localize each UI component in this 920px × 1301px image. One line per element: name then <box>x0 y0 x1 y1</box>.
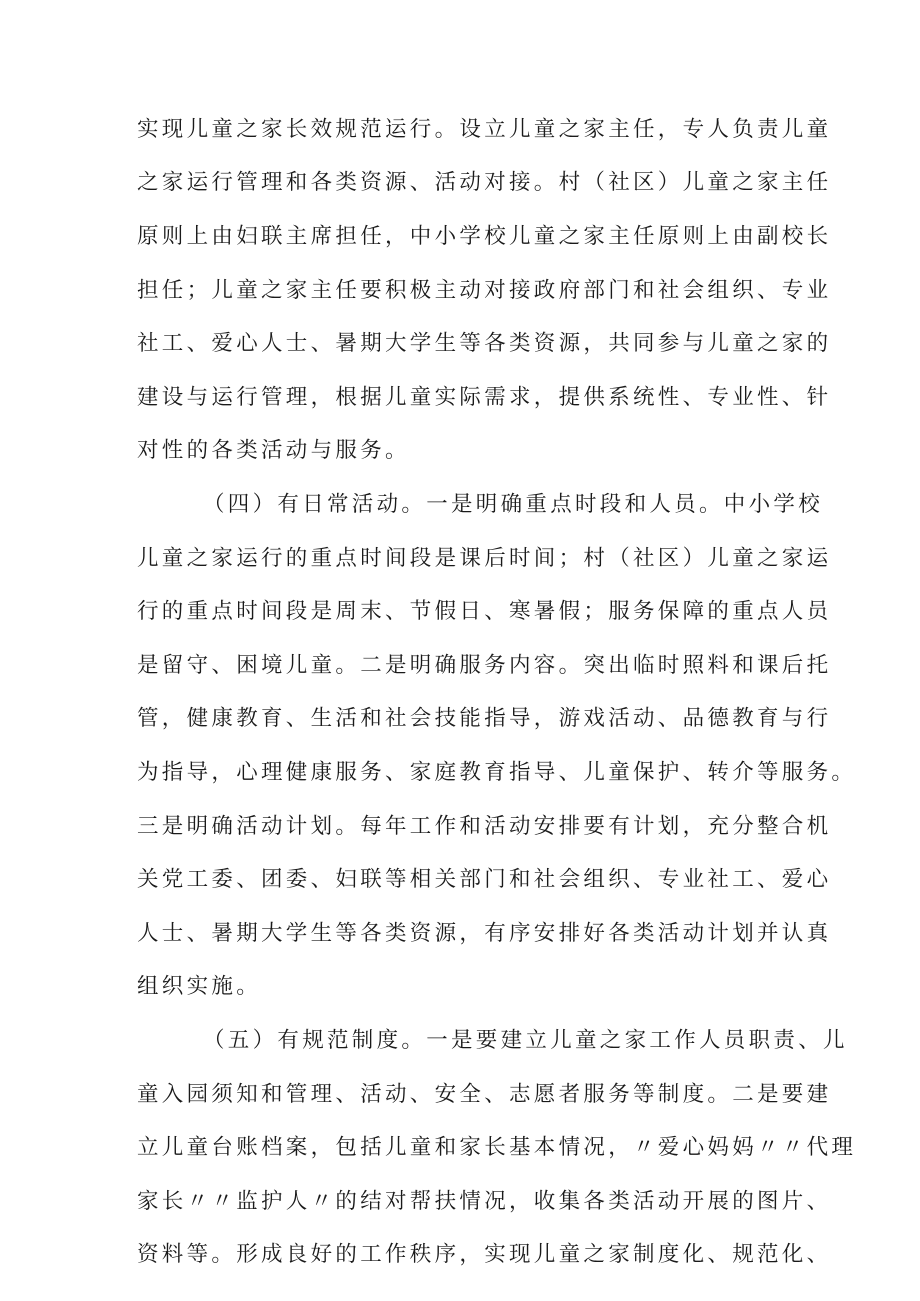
paragraph-3-line-1: （五）有规范制度。一是要建立儿童之家工作人员职责、儿 <box>203 1028 848 1053</box>
paragraph-2-line-5: 管，健康教育、生活和社会技能指导，游戏活动、品德教育与行 <box>137 706 832 731</box>
paragraph-2-line-6: 为指导，心理健康服务、家庭教育指导、儿童保护、转介等服务。 <box>137 760 857 785</box>
paragraph-1-line-6: 建设与运行管理，根据儿童实际需求，提供系统性、专业性、针 <box>137 385 832 410</box>
paragraph-3-line-4: 家长〃〃监护人〃的结对帮扶情况，收集各类活动开展的图片、 <box>137 1189 832 1214</box>
paragraph-1-line-2: 之家运行管理和各类资源、活动对接。村（社区）儿童之家主任 <box>137 170 832 195</box>
paragraph-2-line-1: （四）有日常活动。一是明确重点时段和人员。中小学校 <box>203 492 824 517</box>
paragraph-2-line-2: 儿童之家运行的重点时间段是课后时间；村（社区）儿童之家运 <box>137 546 832 571</box>
paragraph-2-line-9: 人士、暑期大学生等各类资源，有序安排好各类活动计划并认真 <box>137 921 832 946</box>
paragraph-3-line-5: 资料等。形成良好的工作秩序，实现儿童之家制度化、规范化、 <box>137 1242 832 1267</box>
paragraph-2-line-3: 行的重点时间段是周末、节假日、寒暑假；服务保障的重点人员 <box>137 599 832 624</box>
paragraph-2-line-7: 三是明确活动计划。每年工作和活动安排要有计划，充分整合机 <box>137 814 832 839</box>
paragraph-3-line-3: 立儿童台账档案，包括儿童和家长基本情况，〃爱心妈妈〃〃代理 <box>137 1135 857 1160</box>
paragraph-1-line-4: 担任；儿童之家主任要积极主动对接政府部门和社会组织、专业 <box>137 278 832 303</box>
paragraph-3-line-2: 童入园须知和管理、活动、安全、志愿者服务等制度。二是要建 <box>137 1082 832 1107</box>
paragraph-1-line-1: 实现儿童之家长效规范运行。设立儿童之家主任，专人负责儿童 <box>137 117 832 142</box>
paragraph-2-line-4: 是留守、困境儿童。二是明确服务内容。突出临时照料和课后托 <box>137 653 832 678</box>
paragraph-2-line-10: 组织实施。 <box>137 974 262 999</box>
paragraph-1-line-7: 对性的各类活动与服务。 <box>137 438 410 463</box>
paragraph-1-line-3: 原则上由妇联主席担任，中小学校儿童之家主任原则上由副校长 <box>137 224 832 249</box>
paragraph-1-line-5: 社工、爱心人士、暑期大学生等各类资源，共同参与儿童之家的 <box>137 331 832 356</box>
paragraph-2-line-8: 关党工委、团委、妇联等相关部门和社会组织、专业社工、爱心 <box>137 867 832 892</box>
